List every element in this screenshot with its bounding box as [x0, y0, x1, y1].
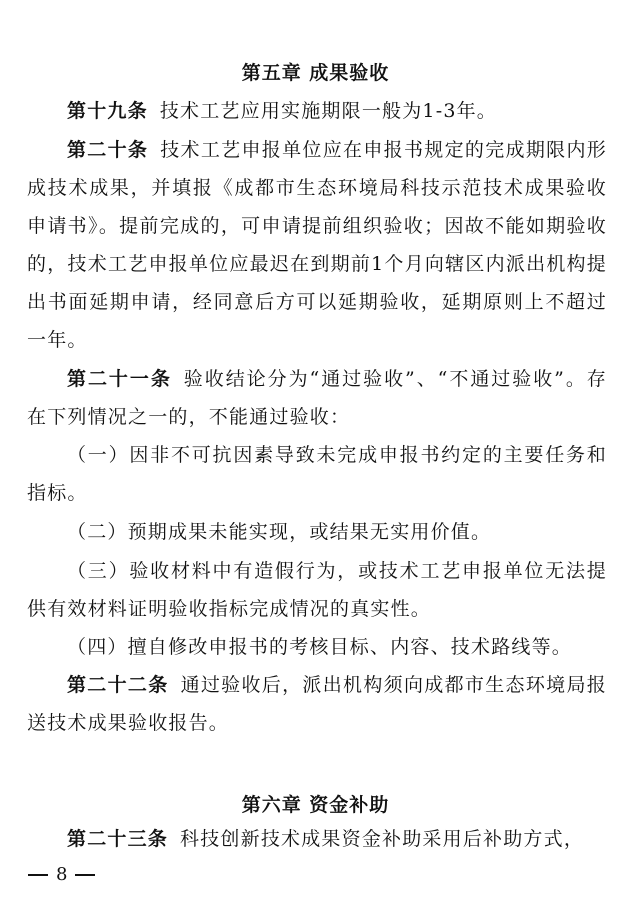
- item-2: （二）预期成果未能实现，或结果无实用价值。: [67, 521, 492, 543]
- article-23: [27, 820, 607, 858]
- item-4: （四）擅自修改申报书的考核目标、内容、技术路线等。: [67, 636, 573, 658]
- article-21-label: 第二十一条: [67, 368, 172, 390]
- footer-dash-right: [75, 874, 95, 876]
- article-22-text: 通过验收后，派出机构须向成都市生态环境局报送技术成果验收报告。: [27, 674, 607, 734]
- footer-dash-left: [28, 874, 48, 876]
- article-23-text: 科技创新技术成果资金补助采用后补助方式，: [180, 828, 585, 850]
- page-footer: [28, 864, 95, 885]
- article-20: [27, 131, 607, 359]
- article-22: [27, 666, 607, 742]
- article-19-text: 技术工艺应用实施期限一般为1-3年。: [159, 100, 498, 122]
- article-19-label: 第十九条: [67, 100, 148, 122]
- chapter-5-heading: 第五章 成果验收: [241, 62, 390, 84]
- chapter-6-heading: 第六章 资金补助: [241, 794, 390, 816]
- item-3: （三）验收材料中有造假行为，或技术工艺申报单位无法提供有效材料证明验收指标完成情况的真实性。: [27, 560, 607, 620]
- article-20-text: 技术工艺申报单位应在申报书规定的完成期限内形成技术成果，并填报《成都市生态环境局科技示范技术成果验收申请书》。提前完成的，可申请提前组织验收；因故不能如期验收的，技术工艺申报单位应最迟在到期前1个月向辖区内派出机构提出书面延期申请，经同意后方可以延期验收，延期原则上不超过一年。: [27, 139, 607, 351]
- article-23-label: 第二十三条: [67, 828, 169, 850]
- article-21-text: 验收结论分为“通过验收”、“不通过验收”。存在下列情况之一的，不能通过验收：: [27, 368, 607, 428]
- article-21: [27, 360, 607, 436]
- page-number: 8: [56, 864, 68, 885]
- item-1: （一）因非不可抗因素导致未完成申报书约定的主要任务和指标。: [27, 444, 607, 504]
- article-19: [27, 92, 607, 130]
- article-22-label: 第二十二条: [67, 674, 169, 696]
- article-20-label: 第二十条: [67, 139, 149, 161]
